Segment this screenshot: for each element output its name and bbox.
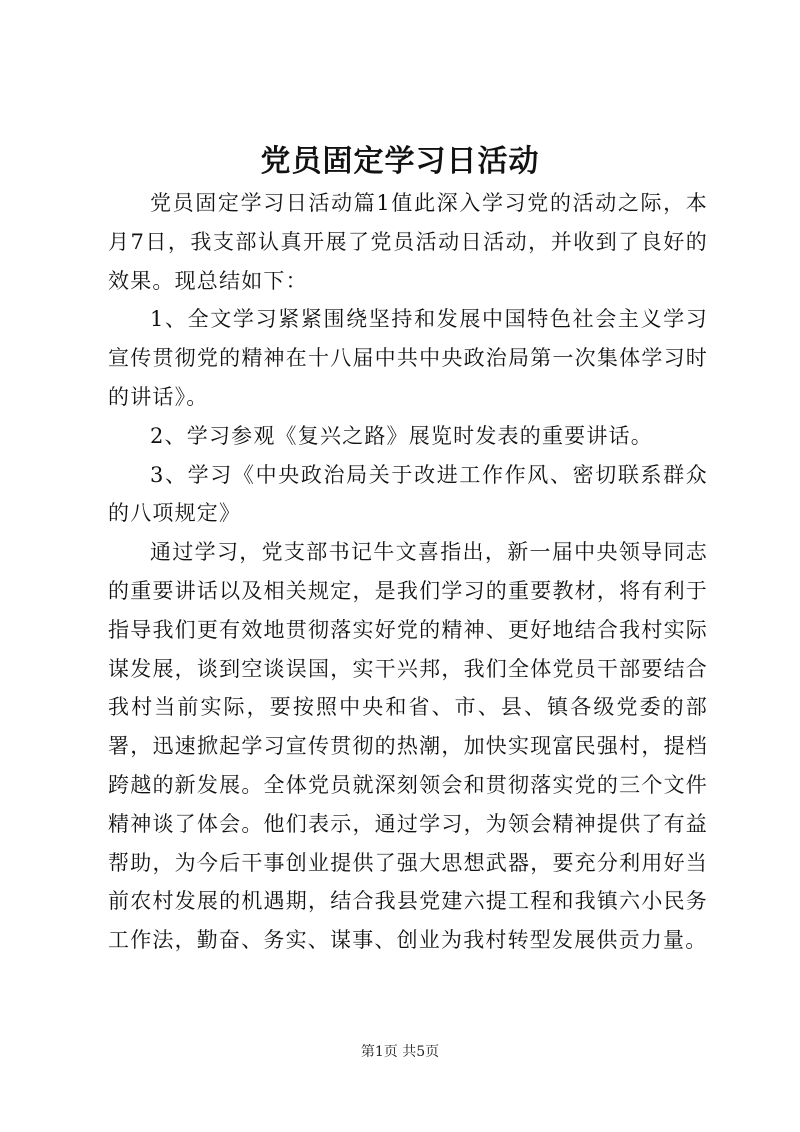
page-footer: 第1页 共5页 bbox=[360, 1044, 440, 1060]
paragraph-item-3: 3、学习《中央政治局关于改进工作作风、密切联系群众的八项规定》 bbox=[108, 462, 708, 526]
document-body bbox=[108, 184, 708, 960]
paragraph-summary: 通过学习，党支部书记牛文喜指出，新一届中央领导同志的重要讲话以及相关规定，是我们学习的重要教材，将有利于指导我们更有效地贯彻落实好党的精神、更好地结合我村实际谋发展，谈到空谈误国，实干兴邦，我们全体党员干部要结合我村当前实际，要按照中央和省、市、县、镇各级党委的部署，迅速掀起学习宣传贯彻的热潮，加快实现富民强村，提档跨越的新发展。全体党员就深刻领会和贯彻落实党的三个文件精神谈了体会。他们表示，通过学习，为领会精神提供了有益帮助，为今后干事创业提供了强大思想武器，要充分利用好当前农村发展的机遇期，结合我县党建六提工程和我镇六小民务工作法，勤奋、务实、谋事、创业为我村转型发展供贡力量。 bbox=[108, 540, 708, 953]
paragraph-item-2: 2、学习参观《复兴之路》展览时发表的重要讲话。 bbox=[150, 423, 653, 448]
paragraph-intro: 党员固定学习日活动篇1值此深入学习党的活动之际，本月7日，我支部认真开展了党员活动日活动，并收到了良好的效果。现总结如下： bbox=[108, 191, 708, 293]
page-title: 党员固定学习日活动 bbox=[260, 144, 540, 179]
paragraph-item-1: 1、全文学习紧紧围绕坚持和发展中国特色社会主义学习宣传贯彻党的精神在十八届中共中央政治局第一次集体学习时的讲话》。 bbox=[108, 307, 708, 409]
